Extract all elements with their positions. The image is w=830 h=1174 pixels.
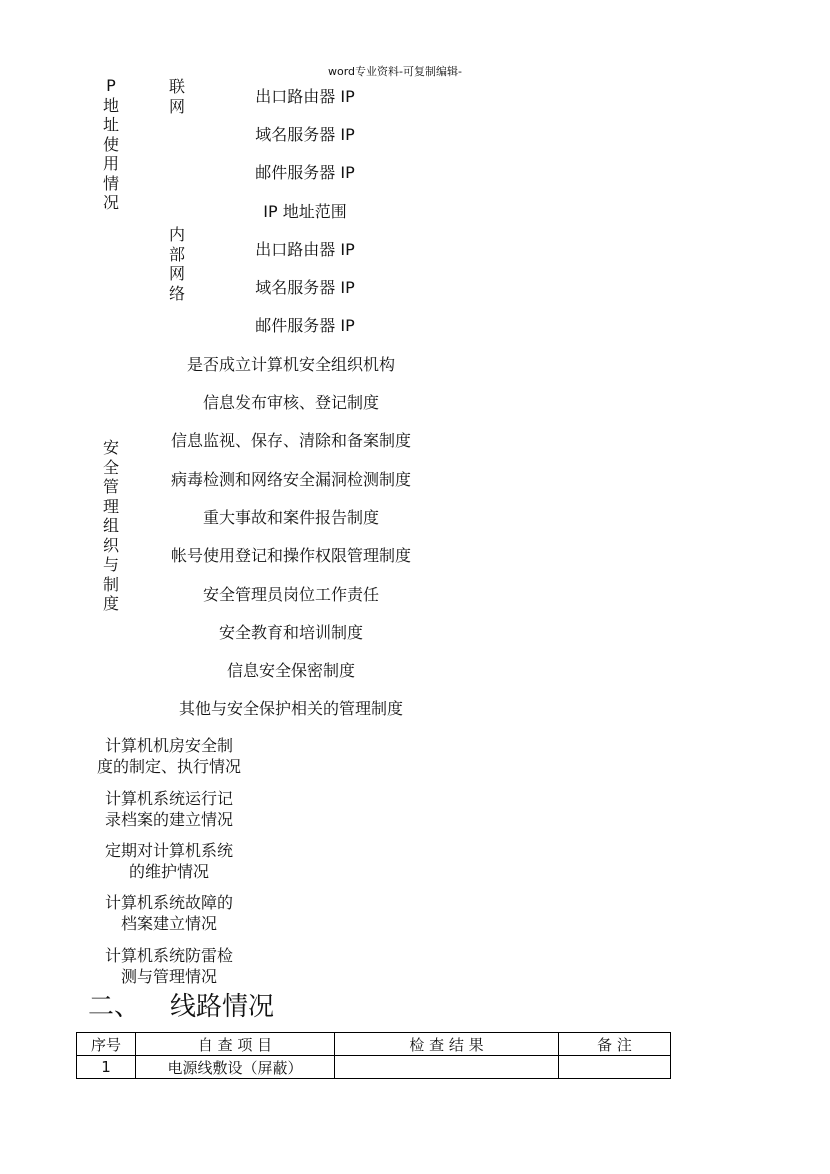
check-item-block: 计算机系统运行记 录档案的建立情况 — [104, 789, 233, 829]
security-item: 病毒检测和网络安全漏洞检测制度 — [170, 470, 411, 489]
security-item: 信息安全保密制度 — [226, 661, 355, 680]
table-header-cell: 备 注 — [559, 1033, 671, 1056]
check-item-block: 计算机系统防雷检 测与管理情况 — [104, 946, 233, 986]
neibu-label: 内 部 网 络 — [168, 225, 185, 303]
security-item: 帐号使用登记和操作权限管理制度 — [170, 546, 411, 565]
lianwang-label: 联 网 — [168, 77, 185, 116]
security-item: 是否成立计算机安全组织机构 — [186, 355, 395, 374]
table-header-cell: 序号 — [77, 1033, 136, 1056]
table-row — [77, 1056, 671, 1079]
table-cell[interactable] — [335, 1056, 559, 1079]
table-header-cell: 自 查 项 目 — [136, 1033, 335, 1056]
security-item: 安全教育和培训制度 — [218, 623, 363, 642]
table-cell[interactable] — [559, 1056, 671, 1079]
check-item-block: 计算机机房安全制 度的制定、执行情况 — [96, 736, 241, 776]
page-header: word专业资料-可复制编辑- — [328, 65, 462, 78]
table-header-row — [77, 1033, 671, 1056]
ip-item: 邮件服务器 IP — [255, 163, 355, 182]
security-item: 信息发布审核、登记制度 — [202, 393, 379, 412]
security-item: 安全管理员岗位工作责任 — [202, 585, 379, 604]
security-item: 重大事故和案件报告制度 — [202, 508, 379, 527]
ip-item: 出口路由器 IP — [255, 240, 355, 259]
ip-item: IP 地址范围 — [263, 202, 347, 221]
table-cell: 电源线敷设（屏蔽） — [136, 1056, 335, 1079]
security-item: 其他与安全保护相关的管理制度 — [178, 699, 403, 718]
check-item-block: 计算机系统故障的 档案建立情况 — [104, 893, 233, 933]
ip-item: 域名服务器 IP — [255, 278, 355, 297]
security-section-label: 安 全 管 理 组 织 与 制 度 — [102, 438, 119, 613]
table-cell: 1 — [77, 1056, 136, 1079]
security-item: 信息监视、保存、清除和备案制度 — [170, 431, 411, 450]
table-header-cell: 检 查 结 果 — [335, 1033, 559, 1056]
ip-item: 邮件服务器 IP — [255, 316, 355, 335]
ip-section-label: P 地 址 使 用 情 况 — [102, 76, 119, 212]
ip-item: 出口路由器 IP — [255, 87, 355, 106]
check-item-block: 定期对计算机系统 的维护情况 — [104, 841, 233, 881]
section-number: 二、 — [88, 992, 141, 1022]
check-table — [76, 1032, 671, 1079]
section-heading — [88, 986, 274, 1023]
ip-item: 域名服务器 IP — [255, 125, 355, 144]
section-title: 线路情况 — [170, 992, 275, 1022]
